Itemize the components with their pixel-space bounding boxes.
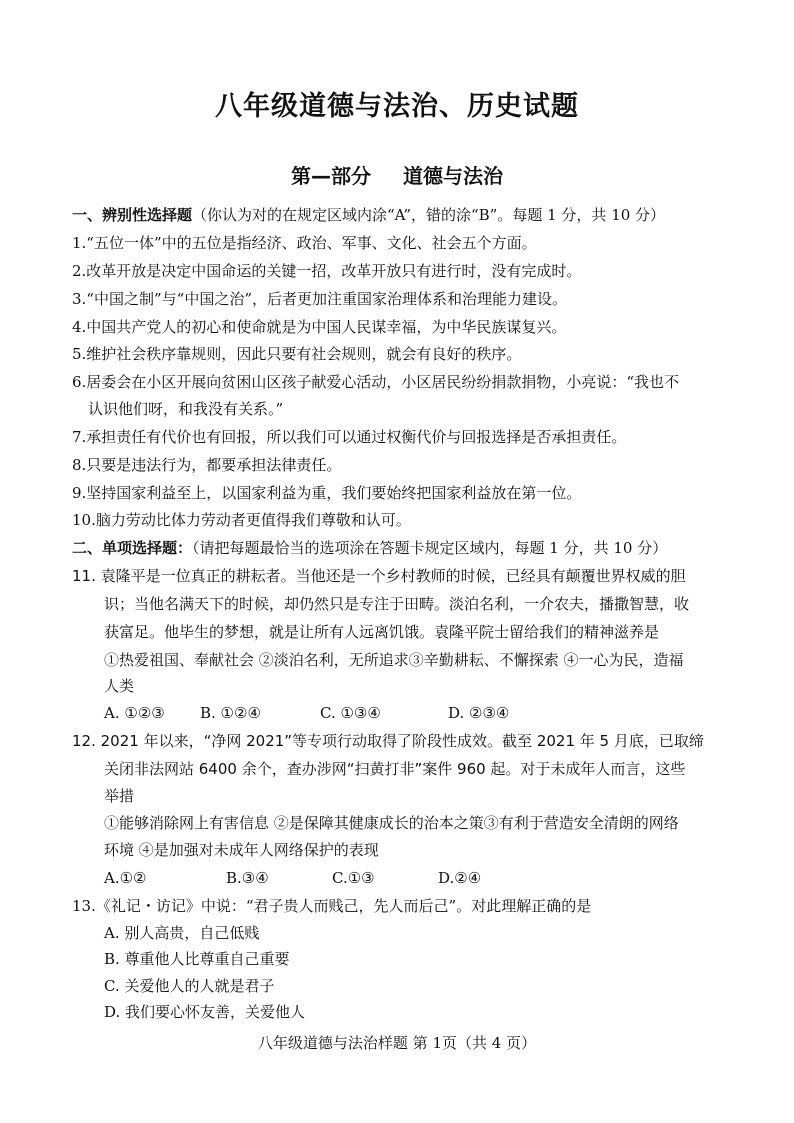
q11-statements-line-2: 人类	[104, 677, 135, 695]
judge-item-1: 1.“五位一体”中的五位是指经济、政治、军事、文化、社会五个方面。	[72, 234, 537, 252]
q11-stem-line-1: 11. 袁隆平是一位真正的耕耘者。当他还是一个乡村教师的时候，已经具有颠覆世界权威的胆	[72, 567, 686, 585]
q13-option-c: C. 关爱他人的人就是君子	[104, 977, 275, 995]
q11-option-a: A. ①②③	[104, 704, 165, 722]
q12-option-c: C.①③	[332, 869, 375, 887]
q13-option-d: D. 我们要心怀友善，关爱他人	[104, 1003, 306, 1021]
judge-item-2: 2.改革开放是决定中国命运的关键一招，改革开放只有进行时，没有完成时。	[72, 262, 582, 280]
judge-item-8: 8.只要是违法行为，都要承担法律责任。	[72, 456, 342, 474]
q11-stem-line-2: 识；当他名满天下的时候，却仍然只是专注于田畴。淡泊名利，一介农夫，播撒智慧，收	[104, 595, 690, 613]
judge-item-7: 7.承担责任有代价也有回报，所以我们可以通过权衡代价与回报选择是否承担责任。	[72, 428, 627, 446]
q13-option-a: A. 别人高贵，自己低贱	[104, 924, 260, 942]
q12-option-d: D.②④	[438, 869, 482, 887]
part-label: 第—部分	[291, 164, 371, 188]
q12-option-b: B.③④	[226, 869, 269, 887]
q11-option-c: C. ①③④	[320, 704, 381, 722]
judge-item-3: 3.“中国之制”与“中国之治”，后者更加注重国家治理体系和治理能力建设。	[72, 290, 567, 308]
q12-stem-line-2: 关闭非法网站 6400 余个，查办涉网“扫黄打非”案件 960 起。对于未成年人而言，这些	[104, 760, 686, 778]
q11-options	[104, 703, 764, 723]
q13-option-b: B. 尊重他人比尊重自己重要	[104, 950, 290, 968]
section2-heading	[72, 538, 762, 558]
part-heading	[0, 160, 794, 189]
part-name: 道德与法治	[403, 164, 503, 188]
judge-item-6: 6.居委会在小区开展向贫困山区孩子献爱心活动，小区居民纷纷捐款捐物，小亮说：“我也不	[72, 373, 679, 391]
q13-stem: 13.《礼记・访记》中说：“君子贵人而贱己，先人而后己”。对此理解正确的是	[72, 897, 592, 915]
q12-stem-line-3: 举措	[104, 787, 135, 805]
exam-title: 八年级道德与法治、历史试题	[215, 91, 579, 122]
q12-statements-line-2: 环境 ④是加强对未成年人网络保护的表现	[104, 841, 379, 859]
q12-stem-line-1: 12. 2021 年以来，“净网 2021”等专项行动取得了阶段性成效。截至 2021 年 5 月底，已取缔	[72, 732, 704, 750]
q11-statements-line-1: ①热爱祖国、奉献社会 ②淡泊名利，无所追求③辛勤耕耘、不懈探索 ④一心为民，造福	[104, 651, 684, 669]
section2-instructions: （请把每题最恰当的选项涂在答题卡规定区域内，每题 1 分，共 10 分）	[192, 539, 668, 557]
page-footer: 八年级道德与法治样题 第 1页（共 4 页）	[257, 1034, 537, 1052]
q12-option-a: A.①②	[104, 869, 147, 887]
q11-option-d: D. ②③④	[448, 704, 510, 722]
judge-item-4: 4.中国共产党人的初心和使命就是为中国人民谋幸福，为中华民族谋复兴。	[72, 318, 567, 336]
q11-option-b: B. ①②④	[200, 704, 261, 722]
section2-title: 二、单项选择题：	[72, 539, 193, 557]
judge-item-10: 10.脑力劳动比体力劳动者更值得我们尊敬和认可。	[72, 511, 411, 529]
judge-item-6-cont: 认识他们呀，和我没有关系。”	[88, 400, 284, 418]
judge-item-9: 9.坚持国家利益至上，以国家利益为重，我们要始终把国家利益放在第一位。	[72, 484, 582, 502]
q12-statements-line-1: ①能够消除网上有害信息 ②是保障其健康成长的治本之策③有利于营造安全清朗的网络	[104, 814, 679, 832]
q12-options	[104, 868, 764, 888]
section1-heading	[72, 205, 762, 225]
judge-item-5: 5.维护社会秩序靠规则，因此只要有社会规则，就会有良好的秩序。	[72, 345, 522, 363]
section1-title: 一、辨别性选择题	[72, 206, 193, 224]
q11-stem-line-3: 获富足。他毕生的梦想，就是让所有人远离饥饿。袁隆平院士留给我们的精神滋养是	[104, 623, 660, 641]
section1-instructions: （你认为对的在规定区域内涂“A”，错的涂“B”。每题 1 分，共 10 分）	[192, 206, 666, 224]
